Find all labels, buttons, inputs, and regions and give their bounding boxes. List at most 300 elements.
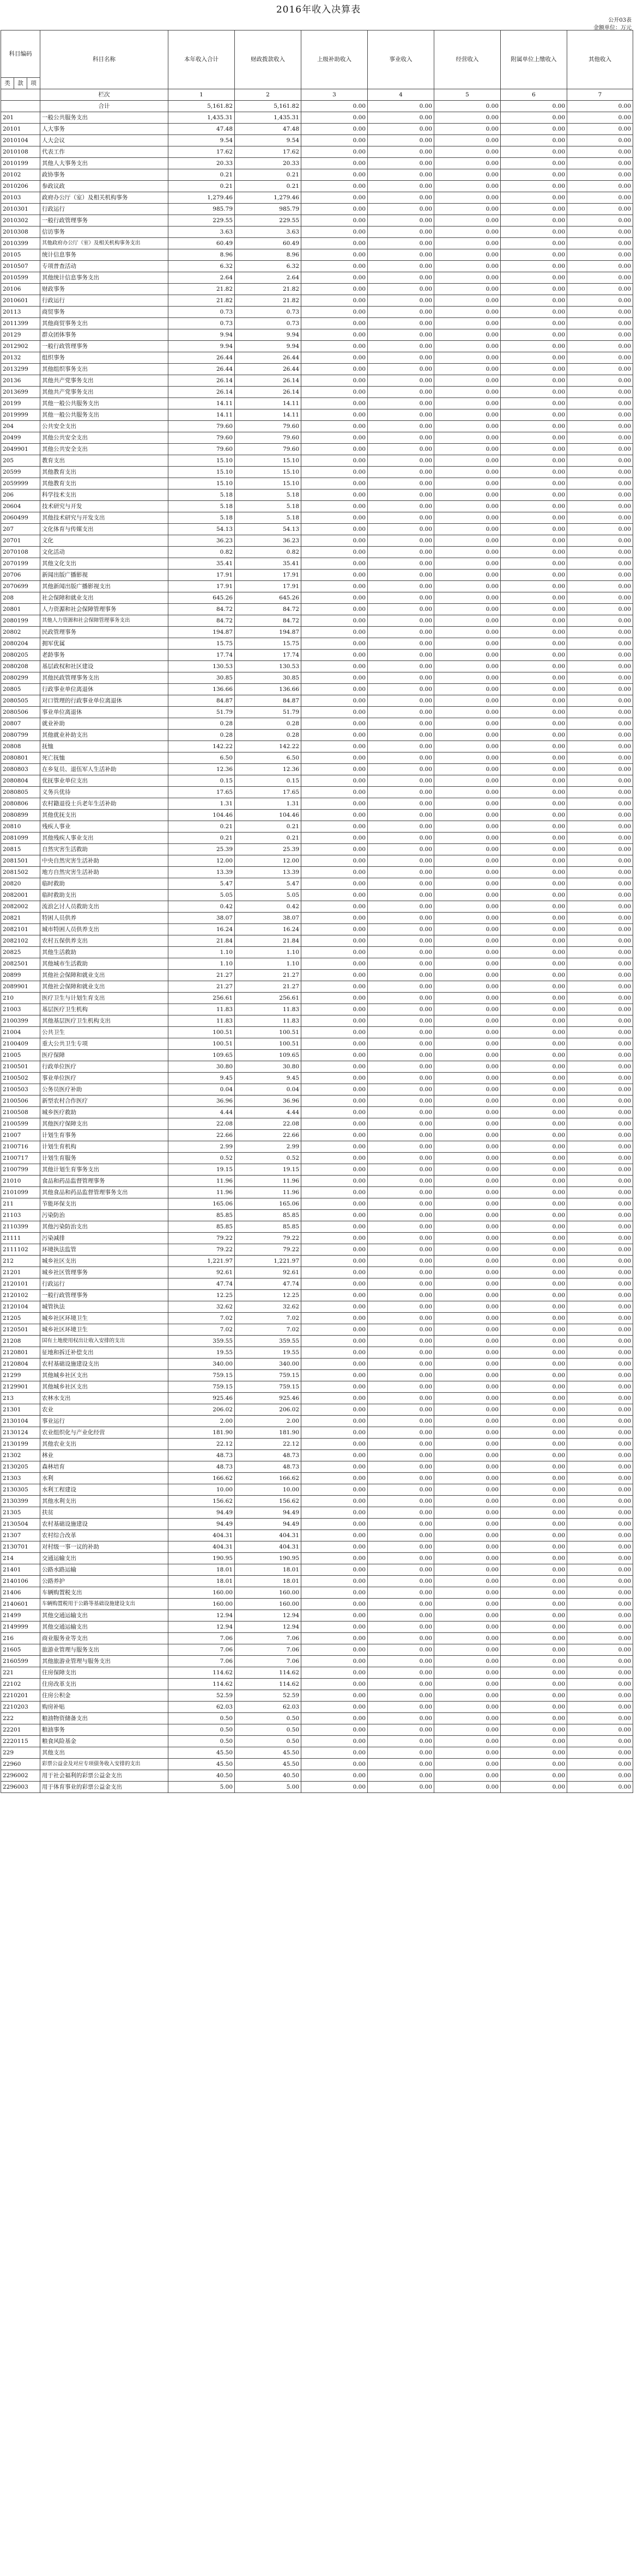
subject-code: 20199 [1, 398, 40, 409]
subject-name: 教育支出 [40, 455, 168, 467]
amount-cell: 0.00 [368, 295, 434, 307]
subject-code: 2080299 [1, 672, 40, 684]
subject-name: 文化体育与传媒支出 [40, 524, 168, 535]
amount-cell: 156.62 [235, 1496, 301, 1507]
table-row [1, 284, 633, 295]
subject-code: 2120102 [1, 1290, 40, 1301]
table-row [1, 1644, 633, 1656]
amount-cell: 0.00 [434, 1393, 501, 1404]
amount-cell: 84.87 [235, 695, 301, 707]
table-row [1, 1153, 633, 1164]
amount-cell: 0.00 [368, 478, 434, 489]
amount-cell: 0.00 [368, 1187, 434, 1198]
header-col-3: 上级补助收入 [301, 30, 368, 89]
amount-cell: 0.00 [434, 993, 501, 1004]
amount-cell: 0.00 [567, 341, 633, 352]
amount-cell: 136.66 [168, 684, 235, 695]
amount-cell: 0.00 [301, 1702, 368, 1713]
amount-cell: 0.00 [501, 284, 567, 295]
amount-cell: 11.83 [168, 1004, 235, 1015]
amount-cell: 0.00 [501, 821, 567, 833]
amount-cell: 0.00 [368, 615, 434, 627]
amount-cell: 0.00 [368, 1221, 434, 1233]
subject-code: 214 [1, 1553, 40, 1564]
subject-code: 2080208 [1, 661, 40, 672]
amount-cell: 0.00 [501, 215, 567, 227]
subject-code: 2080506 [1, 707, 40, 718]
amount-cell: 0.00 [434, 707, 501, 718]
amount-cell: 0.00 [368, 695, 434, 707]
table-row [1, 421, 633, 432]
subject-code: 2013699 [1, 387, 40, 398]
amount-cell: 0.00 [434, 775, 501, 787]
amount-cell: 0.00 [368, 444, 434, 455]
amount-cell: 0.00 [567, 833, 633, 844]
amount-cell: 0.00 [368, 547, 434, 558]
amount-cell: 0.00 [368, 1679, 434, 1690]
amount-cell: 0.00 [368, 1096, 434, 1107]
amount-cell: 0.00 [567, 1473, 633, 1484]
amount-cell: 0.00 [368, 1359, 434, 1370]
amount-cell: 0.00 [301, 947, 368, 958]
amount-cell: 0.00 [434, 1439, 501, 1450]
table-row [1, 204, 633, 215]
amount-cell: 0.00 [501, 398, 567, 409]
subject-code: 2080199 [1, 615, 40, 627]
subject-name: 其他支出 [40, 1747, 168, 1759]
amount-cell: 0.00 [301, 204, 368, 215]
amount-cell: 0.00 [368, 181, 434, 192]
amount-cell: 94.49 [235, 1507, 301, 1519]
amount-cell: 0.00 [301, 1164, 368, 1176]
subject-code: 211 [1, 1198, 40, 1210]
subject-name: 临时救助 [40, 878, 168, 890]
amount-cell: 36.23 [168, 535, 235, 547]
amount-cell: 45.50 [235, 1759, 301, 1770]
amount-cell: 7.06 [168, 1644, 235, 1656]
amount-cell: 0.00 [368, 901, 434, 913]
subject-name: 水利工程建设 [40, 1484, 168, 1496]
amount-cell: 0.00 [567, 1084, 633, 1096]
amount-cell: 0.00 [501, 558, 567, 570]
amount-cell: 0.00 [368, 684, 434, 695]
amount-cell: 0.50 [235, 1724, 301, 1736]
amount-cell: 0.00 [301, 901, 368, 913]
amount-cell: 0.00 [501, 1576, 567, 1587]
amount-cell: 0.00 [434, 1416, 501, 1427]
subject-code: 20808 [1, 741, 40, 752]
header-col-6: 附属单位上缴收入 [501, 30, 567, 89]
amount-cell: 0.00 [434, 489, 501, 501]
amount-cell: 0.00 [501, 1473, 567, 1484]
header-class: 类 [1, 78, 14, 89]
amount-cell: 0.00 [501, 135, 567, 146]
amount-cell: 0.00 [567, 204, 633, 215]
amount-cell: 0.00 [434, 684, 501, 695]
amount-cell: 6.50 [235, 752, 301, 764]
amount-cell: 11.96 [235, 1176, 301, 1187]
amount-cell: 5.18 [168, 512, 235, 524]
subject-code: 2010308 [1, 227, 40, 238]
amount-cell: 0.00 [501, 1210, 567, 1221]
amount-cell: 0.00 [301, 1290, 368, 1301]
amount-cell: 18.01 [168, 1564, 235, 1576]
amount-cell: 0.00 [434, 1782, 501, 1793]
amount-cell: 0.00 [301, 352, 368, 364]
amount-cell: 0.00 [501, 1404, 567, 1416]
amount-cell: 0.00 [501, 124, 567, 135]
header-col-5: 经营收入 [434, 30, 501, 89]
amount-cell: 15.10 [168, 467, 235, 478]
amount-cell: 0.00 [567, 1107, 633, 1118]
amount-cell: 0.00 [501, 421, 567, 432]
amount-cell: 0.00 [567, 1644, 633, 1656]
subject-name: 公共安全支出 [40, 421, 168, 432]
amount-cell: 0.00 [368, 329, 434, 341]
subject-code: 213 [1, 1393, 40, 1404]
amount-cell: 0.00 [434, 1313, 501, 1324]
amount-cell: 0.00 [567, 1267, 633, 1278]
amount-cell: 0.04 [168, 1084, 235, 1096]
amount-cell: 7.02 [168, 1324, 235, 1336]
amount-cell: 0.00 [567, 1484, 633, 1496]
amount-cell: 2.99 [168, 1141, 235, 1153]
table-row [1, 810, 633, 821]
amount-cell: 0.00 [434, 844, 501, 855]
amount-cell: 60.49 [235, 238, 301, 249]
subject-code: 2080805 [1, 787, 40, 798]
amount-cell: 0.00 [368, 1484, 434, 1496]
amount-cell: 0.00 [301, 867, 368, 878]
amount-cell: 0.00 [301, 1301, 368, 1313]
subject-name: 行政运行 [40, 204, 168, 215]
amount-cell: 0.82 [168, 547, 235, 558]
table-row [1, 1496, 633, 1507]
amount-cell: 0.00 [501, 890, 567, 901]
amount-cell: 0.00 [567, 124, 633, 135]
amount-cell: 0.00 [368, 272, 434, 284]
amount-cell: 0.00 [301, 1599, 368, 1610]
amount-cell: 0.00 [301, 1221, 368, 1233]
table-row [1, 112, 633, 124]
subject-code: 2081099 [1, 833, 40, 844]
amount-cell: 1,435.31 [168, 112, 235, 124]
amount-cell: 0.00 [567, 1256, 633, 1267]
amount-cell: 104.46 [168, 810, 235, 821]
subject-name: 旅游业管理与服务支出 [40, 1644, 168, 1656]
amount-cell: 0.00 [368, 1667, 434, 1679]
amount-cell: 0.00 [434, 1496, 501, 1507]
amount-cell: 6.32 [168, 261, 235, 272]
amount-cell: 0.00 [368, 524, 434, 535]
amount-cell: 156.62 [168, 1496, 235, 1507]
table-row [1, 570, 633, 581]
amount-cell: 194.87 [168, 627, 235, 638]
amount-cell: 0.00 [501, 1622, 567, 1633]
amount-cell: 0.00 [434, 1747, 501, 1759]
amount-cell: 36.23 [235, 535, 301, 547]
amount-cell: 0.00 [368, 1587, 434, 1599]
amount-cell: 0.00 [301, 730, 368, 741]
table-row [1, 1541, 633, 1553]
amount-cell: 0.00 [301, 1564, 368, 1576]
amount-cell: 30.85 [168, 672, 235, 684]
amount-cell: 340.00 [168, 1359, 235, 1370]
amount-cell: 0.00 [434, 204, 501, 215]
subject-name: 其他城乡社区支出 [40, 1381, 168, 1393]
amount-cell: 142.22 [168, 741, 235, 752]
amount-cell: 0.00 [501, 638, 567, 650]
amount-cell: 0.00 [368, 1416, 434, 1427]
amount-cell: 22.66 [235, 1130, 301, 1141]
amount-cell: 0.00 [301, 970, 368, 981]
amount-cell: 17.62 [168, 146, 235, 158]
amount-cell: 0.00 [301, 1347, 368, 1359]
amount-cell: 0.00 [434, 1256, 501, 1267]
amount-cell: 2.64 [168, 272, 235, 284]
subject-name: 其他医疗保障支出 [40, 1118, 168, 1130]
amount-cell: 0.00 [434, 249, 501, 261]
table-row [1, 1667, 633, 1679]
amount-cell: 0.00 [434, 695, 501, 707]
amount-cell: 13.39 [168, 867, 235, 878]
amount-cell: 0.00 [434, 615, 501, 627]
amount-cell: 0.00 [567, 1667, 633, 1679]
table-row [1, 227, 633, 238]
amount-cell: 0.00 [368, 1747, 434, 1759]
subject-name: 食品和药品监督管理事务 [40, 1176, 168, 1187]
table-row [1, 535, 633, 547]
total-value: 5,161.82 [235, 101, 301, 112]
amount-cell: 0.00 [301, 695, 368, 707]
amount-cell: 0.00 [567, 570, 633, 581]
amount-cell: 0.00 [434, 1633, 501, 1644]
amount-cell: 0.00 [368, 1610, 434, 1622]
table-row [1, 169, 633, 181]
amount-cell: 0.00 [567, 1404, 633, 1416]
amount-cell: 0.00 [368, 890, 434, 901]
amount-cell: 0.00 [434, 1153, 501, 1164]
table-row [1, 192, 633, 204]
amount-cell: 130.53 [235, 661, 301, 672]
amount-cell: 0.00 [368, 1622, 434, 1633]
amount-cell: 94.49 [235, 1519, 301, 1530]
amount-cell: 12.00 [168, 855, 235, 867]
subject-code: 21307 [1, 1530, 40, 1541]
table-row [1, 215, 633, 227]
amount-cell: 0.00 [567, 1164, 633, 1176]
table-row [1, 1519, 633, 1530]
amount-cell: 0.00 [567, 181, 633, 192]
header-subject-name: 科目名称 [40, 30, 168, 89]
subject-code: 2140601 [1, 1599, 40, 1610]
amount-cell: 0.00 [301, 1176, 368, 1187]
amount-cell: 18.01 [235, 1564, 301, 1576]
amount-cell: 0.00 [301, 798, 368, 810]
amount-cell: 0.00 [301, 707, 368, 718]
amount-cell: 0.00 [501, 1267, 567, 1278]
amount-cell: 0.00 [301, 1073, 368, 1084]
amount-cell: 17.91 [235, 581, 301, 592]
amount-cell: 0.00 [434, 501, 501, 512]
table-row [1, 1198, 633, 1210]
amount-cell: 16.24 [168, 924, 235, 935]
amount-cell: 0.00 [501, 787, 567, 798]
subject-name: 征地和拆迁补偿支出 [40, 1347, 168, 1359]
amount-cell: 0.00 [368, 1541, 434, 1553]
amount-cell: 0.00 [301, 146, 368, 158]
amount-cell: 0.00 [434, 787, 501, 798]
amount-cell: 166.62 [235, 1473, 301, 1484]
amount-cell: 0.00 [567, 295, 633, 307]
amount-cell: 0.00 [567, 1015, 633, 1027]
subject-code: 21003 [1, 1004, 40, 1015]
amount-cell: 404.31 [168, 1541, 235, 1553]
amount-cell: 0.00 [434, 570, 501, 581]
subject-code: 2010302 [1, 215, 40, 227]
amount-cell: 0.00 [501, 1461, 567, 1473]
amount-cell: 0.00 [567, 192, 633, 204]
amount-cell: 84.87 [168, 695, 235, 707]
amount-cell: 0.21 [168, 833, 235, 844]
table-row [1, 1782, 633, 1793]
amount-cell: 0.00 [301, 1381, 368, 1393]
amount-cell: 5.18 [168, 501, 235, 512]
amount-cell: 0.00 [567, 1599, 633, 1610]
amount-cell: 0.00 [368, 215, 434, 227]
amount-cell: 0.00 [567, 307, 633, 318]
table-row [1, 672, 633, 684]
amount-cell: 0.00 [301, 1610, 368, 1622]
amount-cell: 1,279.46 [168, 192, 235, 204]
amount-cell: 10.00 [235, 1484, 301, 1496]
total-label: 合计 [40, 101, 168, 112]
amount-cell: 0.00 [501, 1507, 567, 1519]
amount-cell: 0.00 [368, 1256, 434, 1267]
amount-cell: 2.00 [168, 1416, 235, 1427]
table-row [1, 947, 633, 958]
amount-cell: 1.31 [168, 798, 235, 810]
amount-cell: 2.64 [235, 272, 301, 284]
amount-cell: 0.00 [434, 181, 501, 192]
subject-name: 就业补助 [40, 718, 168, 730]
subject-code: 2100409 [1, 1038, 40, 1050]
amount-cell: 130.53 [168, 661, 235, 672]
amount-cell: 92.61 [168, 1267, 235, 1278]
amount-cell: 0.00 [368, 1084, 434, 1096]
amount-cell: 0.00 [368, 855, 434, 867]
amount-cell: 12.36 [235, 764, 301, 775]
subject-code: 2100508 [1, 1107, 40, 1118]
amount-cell: 194.87 [235, 627, 301, 638]
table-row [1, 718, 633, 730]
table-row [1, 1176, 633, 1187]
amount-cell: 14.11 [168, 398, 235, 409]
amount-cell: 0.15 [235, 775, 301, 787]
amount-cell: 0.00 [434, 444, 501, 455]
subject-code: 20706 [1, 570, 40, 581]
amount-cell: 0.00 [501, 478, 567, 489]
subject-code: 2010301 [1, 204, 40, 215]
amount-cell: 48.73 [235, 1461, 301, 1473]
amount-cell: 0.00 [301, 787, 368, 798]
subject-name: 其他政府办公厅（室）及相关机构事务支出 [40, 238, 168, 249]
amount-cell: 1,221.97 [235, 1256, 301, 1267]
amount-cell: 0.28 [168, 730, 235, 741]
amount-cell: 17.74 [235, 650, 301, 661]
amount-cell: 0.00 [368, 1736, 434, 1747]
table-row [1, 1461, 633, 1473]
amount-cell: 0.00 [368, 501, 434, 512]
amount-cell: 0.00 [434, 135, 501, 146]
amount-cell: 0.00 [501, 798, 567, 810]
subject-code: 2111102 [1, 1244, 40, 1256]
amount-cell: 7.06 [168, 1656, 235, 1667]
subject-name: 新闻出版广播影视 [40, 570, 168, 581]
table-row [1, 1210, 633, 1221]
amount-cell: 0.00 [368, 1404, 434, 1416]
amount-cell: 0.00 [301, 501, 368, 512]
amount-cell: 0.00 [567, 215, 633, 227]
subject-code: 229 [1, 1747, 40, 1759]
subject-code: 2210203 [1, 1702, 40, 1713]
table-row [1, 1381, 633, 1393]
amount-cell: 0.00 [301, 478, 368, 489]
amount-cell: 0.00 [301, 1782, 368, 1793]
amount-cell: 100.51 [168, 1027, 235, 1038]
subject-code: 2013299 [1, 364, 40, 375]
subject-code: 21299 [1, 1370, 40, 1381]
amount-cell: 0.00 [368, 810, 434, 821]
amount-cell: 0.00 [567, 1724, 633, 1736]
amount-cell: 0.00 [301, 1622, 368, 1633]
amount-cell: 0.00 [567, 1702, 633, 1713]
amount-cell: 256.61 [168, 993, 235, 1004]
amount-cell: 15.10 [168, 478, 235, 489]
amount-cell: 0.00 [501, 604, 567, 615]
amount-cell: 0.00 [567, 1187, 633, 1198]
amount-cell: 12.25 [235, 1290, 301, 1301]
subject-name: 科学技术支出 [40, 489, 168, 501]
amount-cell: 0.00 [501, 1667, 567, 1679]
table-row [1, 524, 633, 535]
amount-cell: 9.94 [168, 329, 235, 341]
amount-cell: 0.00 [434, 1644, 501, 1656]
amount-cell: 0.00 [567, 1153, 633, 1164]
table-row [1, 1256, 633, 1267]
table-row [1, 1118, 633, 1130]
subject-name: 事业单位医疗 [40, 1073, 168, 1084]
amount-cell: 0.00 [301, 181, 368, 192]
amount-cell: 0.00 [301, 1324, 368, 1336]
amount-cell: 0.00 [368, 775, 434, 787]
amount-cell: 142.22 [235, 741, 301, 752]
amount-cell: 0.00 [501, 1644, 567, 1656]
amount-cell: 0.00 [567, 878, 633, 890]
table-row [1, 1038, 633, 1050]
amount-cell: 0.00 [301, 844, 368, 855]
amount-cell: 0.00 [567, 1233, 633, 1244]
amount-cell: 0.00 [434, 1427, 501, 1439]
amount-cell: 0.00 [567, 787, 633, 798]
table-row [1, 1301, 633, 1313]
amount-cell: 0.00 [368, 821, 434, 833]
amount-cell: 7.02 [235, 1324, 301, 1336]
subject-name: 代表工作 [40, 146, 168, 158]
amount-cell: 79.60 [235, 421, 301, 432]
subject-name: 其他旅游业管理与服务支出 [40, 1656, 168, 1667]
amount-cell: 1.10 [168, 947, 235, 958]
